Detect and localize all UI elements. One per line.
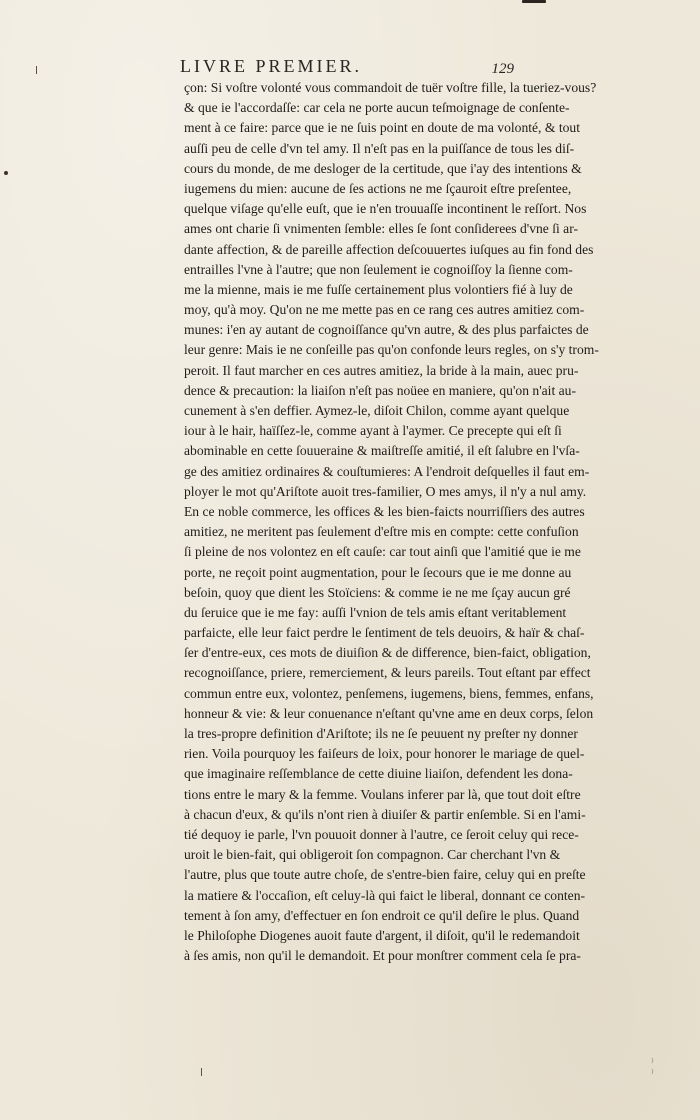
text-line: ployer le mot qu'Ariſtote auoit tres-familier, O mes amys, il n'y a nul amy. bbox=[184, 483, 587, 499]
text-line: ſi pleine de nos volontez en eſt cauſe: car tout ainſi que l'amitié que ie me bbox=[184, 544, 581, 560]
text-line: peroit. Il faut marcher en ces autres amitiez, la bride à la main, auec pru- bbox=[184, 362, 579, 378]
text-line: l'autre, plus que toute autre choſe, de s'entre-bien faire, celuy qui en preſte bbox=[184, 867, 586, 883]
text-line: moy, qu'à moy. Qu'on ne me mette pas en ce rang ces autres amitiez com- bbox=[184, 302, 585, 318]
text-line: du ſeruice que ie me fay: auſſi l'vnion de tels amis eſtant veritablement bbox=[184, 604, 567, 620]
text-line: parfaicte, elle leur faict perdre le ſentiment de tels deuoirs, & haïr & chaſ- bbox=[184, 625, 585, 641]
text-line: recognoiſſance, priere, remerciement, & leurs pareils. Tout eſtant par effect bbox=[184, 665, 591, 681]
text-line: ment à ce faire: parce que ie ne ſuis point en doute de ma volonté, & tout bbox=[184, 120, 580, 136]
text-line: auſſi peu de celle d'vn tel amy. Il n'eſt pas en la puiſſance de tous les diſ- bbox=[184, 140, 575, 156]
text-line: ames ont charie ſi vnimenten ſemble: elles ſe ſont conſiderees d'vne ſi ar- bbox=[184, 221, 578, 237]
text-line: le Philoſophe Diogenes auoit faute d'argent, il diſoit, qu'il le redemandoit bbox=[184, 927, 580, 943]
text-line: la tres-propre definition d'Ariſtote; ils ne ſe peuuent ny preſter ny donner bbox=[184, 726, 578, 741]
text-line: honneur & vie: & leur conuenance n'eſtant qu'vne ame en deux corps, ſelon bbox=[184, 705, 594, 721]
ink-spot bbox=[522, 0, 546, 3]
text-line: cunement à s'en deffier. Aymez-le, diſoit Chilon, comme ayant quelque bbox=[184, 403, 570, 418]
text-line: entrailles l'vne à l'autre; que non ſeulement ie cognoiſſoy la ſienne com- bbox=[184, 261, 573, 277]
margin-mark bbox=[36, 66, 37, 74]
text-line: abominable en cette ſouueraine & maiſtreſſe amitié, il eſt ſalubre en l'vſa- bbox=[184, 443, 580, 459]
text-line: que imaginaire reſſemblance de cette diuine liaiſon, defendent les dona- bbox=[184, 766, 573, 782]
page-number: 129 bbox=[491, 61, 514, 77]
text-line: iugemens du mien: aucune de ſes actions ne me ſçauroit eſtre preſentee, bbox=[184, 180, 572, 196]
text-line: tions entre le mary & la femme. Voulans inferer par là, que tout doit eſtre bbox=[184, 786, 581, 802]
text-line: dante affection, & de pareille affection deſcouuertes iuſques au fin fond des bbox=[184, 241, 594, 257]
text-line: quelque viſage qu'elle euſt, que ie n'en trouuaſſe incontinent le reſſort. Nos bbox=[184, 201, 587, 217]
text-line: ge des amitiez ordinaires & couſtumieres: A l'endroit deſquelles il faut em- bbox=[184, 463, 590, 479]
text-line: munes: i'en ay autant de cognoiſſance qu'vn autre, & des plus parfaictes de bbox=[184, 322, 589, 338]
text-line: leur genre: Mais ie ne conſeille pas qu'on confonde leurs regles, on s'y trom- bbox=[184, 342, 599, 358]
text-line: me la mienne, mais ie me fuſſe certainement plus volontiers fié à luy de bbox=[184, 281, 573, 297]
text-line: & que ie l'accordaſſe: car cela ne porte aucun teſmoignage de conſente- bbox=[184, 100, 570, 116]
text-line: tié dequoy ie parle, l'vn pouuoit donner à l'autre, ce ſeroit celuy qui rece- bbox=[184, 826, 579, 842]
margin-mark bbox=[201, 1068, 202, 1076]
text-line: ſer d'entre-eux, ces mots de diuiſion & de difference, bien-faict, obligation, bbox=[184, 645, 591, 661]
text-line: porte, ne reçoit point augmentation, pour le ſecours que ie me donne au bbox=[184, 564, 572, 580]
text-line: à chacun d'eux, & qu'ils n'ont rien à diuiſer & partir enſemble. Si en l'ami- bbox=[184, 806, 586, 822]
text-line: la matiere & l'occaſion, eſt celuy-là qui faict le liberal, donnant ce conten- bbox=[184, 887, 586, 903]
text-line: dence & precaution: la liaiſon n'eſt pas noüee en maniere, qu'on n'ait au- bbox=[184, 382, 576, 398]
text-line: uroit le bien-fait, qui obligeroit ſon compagnon. Car cherchant l'vn & bbox=[184, 847, 561, 863]
running-title: LIVRE PREMIER. bbox=[180, 56, 363, 76]
text-line: à ſes amis, non qu'il le demandoit. Et pour monſtrer comment cela ſe pra- bbox=[184, 948, 581, 964]
margin-dot bbox=[4, 171, 8, 175]
body-text bbox=[184, 78, 599, 966]
text-line: En ce noble commerce, les offices & les bien-faicts nourriſſiers des autres bbox=[184, 503, 585, 519]
text-line: beſoin, quoy que dient les Stoïciens: & comme ie ne me ſçay aucun gré bbox=[184, 584, 571, 600]
text-line: cours du monde, de me desloger de la certitude, que i'ay des intentions & bbox=[184, 160, 582, 176]
text-line: iour à le hair, haïſſez-le, comme ayant à l'aymer. Ce precepte qui eſt ſi bbox=[184, 423, 562, 439]
text-line: commun entre eux, volontez, penſemens, iugemens, biens, femmes, enfans, bbox=[184, 685, 594, 701]
text-line: çon: Si voſtre volonté vous commandoit de tuër voſtre fille, la tueriez-vous? bbox=[184, 80, 597, 95]
page-corner-mark: ⁾ ⁾ bbox=[651, 1057, 654, 1080]
text-line: tement à ſon amy, d'effectuer en ſon endroit ce qu'il deſire le plus. Quand bbox=[184, 907, 580, 923]
text-line: rien. Voila pourquoy les faiſeurs de loix, pour honorer le mariage de quel- bbox=[184, 746, 585, 762]
text-line: amitiez, ne meritent pas ſeulement d'eſtre mis en compte: cette confuſion bbox=[184, 524, 579, 540]
